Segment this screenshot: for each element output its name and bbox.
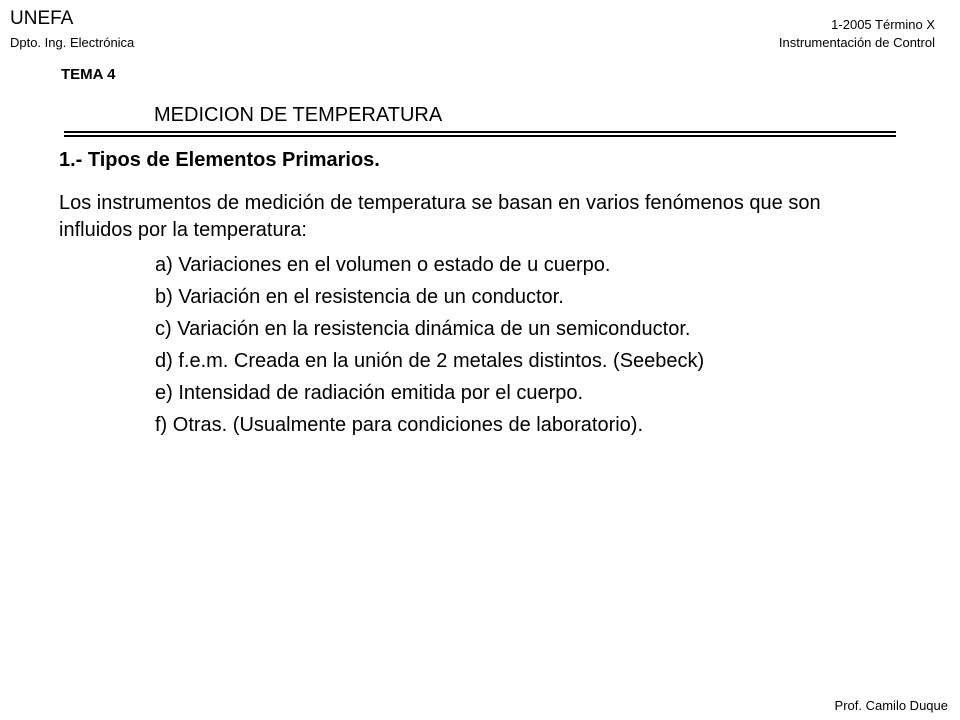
list-item: e) Intensidad de radiación emitida por el cuerpo. [155,382,584,404]
list-item: b) Variación en el resistencia de un conductor. [155,286,564,308]
term-label: 1-2005 Término X [831,17,935,32]
list-item: c) Variación en la resistencia dinámica de un semiconductor. [155,318,691,340]
course-name: Instrumentación de Control [778,35,935,50]
phenomena-list [155,252,704,444]
topic-number: TEMA 4 [61,66,116,83]
institution-name: UNEFA [10,8,74,29]
department-name: Dpto. Ing. Electrónica [10,35,135,50]
author-footer: Prof. Camilo Duque [834,698,948,713]
list-item: a) Variaciones en el volumen o estado de u cuerpo. [155,254,611,276]
list-item: f) Otras. (Usualmente para condiciones de laboratorio). [155,414,644,436]
section-heading: 1.- Tipos de Elementos Primarios. [59,149,380,171]
list-item: d) f.e.m. Creada en la unión de 2 metales distintos. (Seebeck) [155,350,705,372]
intro-paragraph: Los instrumentos de medición de temperatura se basan en varios fenómenos que son influidos por la temperatura: [59,192,821,241]
title-divider-bottom [64,135,896,137]
title-divider-top [64,131,896,133]
page-title: MEDICION DE TEMPERATURA [154,104,443,126]
